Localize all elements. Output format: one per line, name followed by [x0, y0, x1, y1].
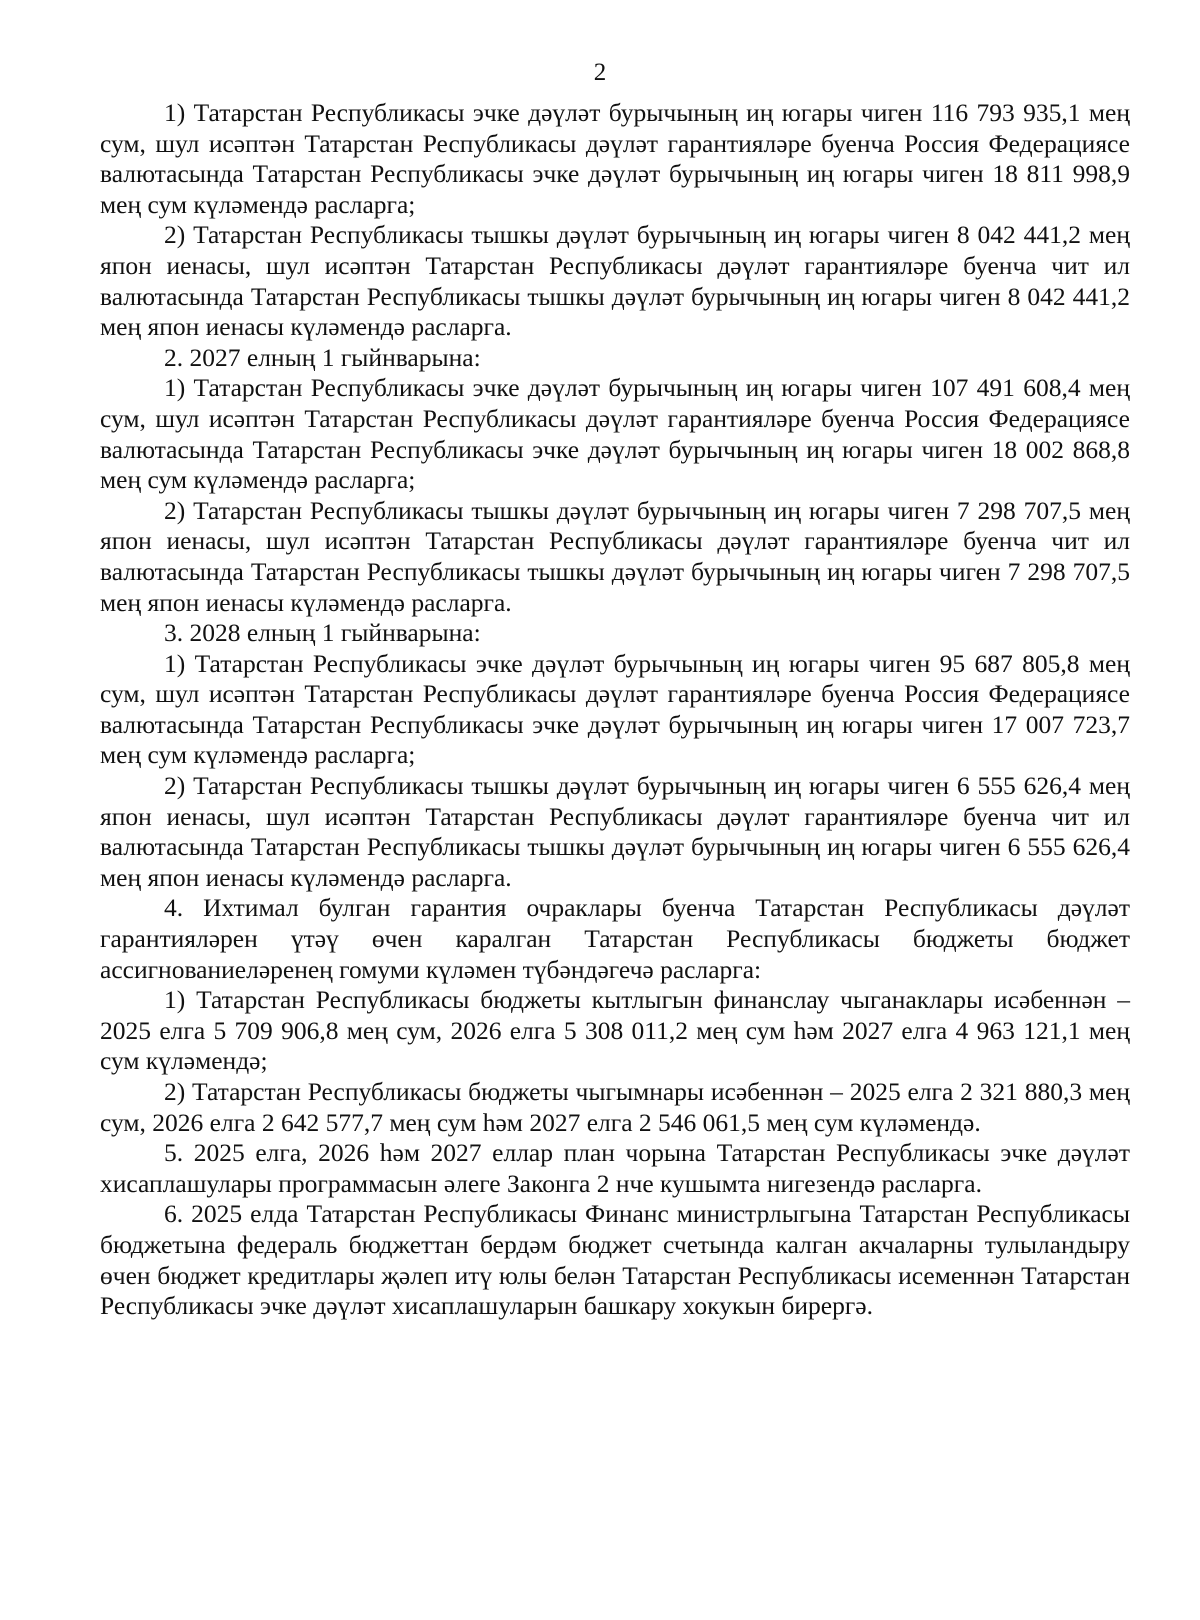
page-number: 2 — [593, 59, 607, 86]
paragraph-heading-2028: 3. 2028 елның 1 гыйнварына: — [164, 618, 481, 648]
paragraph-heading-2027: 2. 2027 елның 1 гыйнварына: — [164, 342, 481, 372]
paragraph-guarantee-deficit-financing: 1) Татарстан Республикасы бюджеты кытлыгын финанслау чыганаклары исәбеннән – 2025 елга 5 709 906,8 мең сум, 2026 елга 5 308 011,2 мең сум һәм 2027 елга 4 963 121,1 мең сум күләмендә; — [100, 985, 1130, 1076]
paragraph-finance-ministry-right: 6. 2025 елда Татарстан Республикасы Финанс министрлыгына Татарстан Республикасы бюджетына федераль бюджеттан бердәм бюджет счетында калган акчаларны тулыландыру өчен бюджет кредитлары җәлеп итү юлы белән Татарстан Республикасы исеменнән Татарстан Республикасы эчке дәүләт хисаплашуларын башкару хокукын бирергә. — [100, 1199, 1130, 1321]
paragraph-debt-limit-2027-internal: 1) Татарстан Республикасы эчке дәүләт бурычының иң югары чиген 107 491 608,4 мең сум, шул исәптән Татарстан Республикасы дәүләт гарантияләре буенча Россия Федерациясе валютасында Татарстан Республикасы эчке дәүләт бурычының иң югары чиген 18 002 868,8 мең сум күләмендә расларга; — [100, 373, 1130, 495]
paragraph-settlements-program: 5. 2025 елга, 2026 һәм 2027 еллар план чорына Татарстан Республикасы эчке дәүләт хисаплашулары программасын әлеге Законга 2 нче кушымта нигезендә расларга. — [100, 1138, 1130, 1198]
paragraph-debt-limit-2026-internal: 1) Татарстан Республикасы эчке дәүләт бурычының иң югары чиген 116 793 935,1 мең сум, шул исәптән Татарстан Республикасы дәүләт гарантияләре буенча Россия Федерациясе валютасында Татарстан Республикасы эчке дәүләт бурычының иң югары чиген 18 811 998,9 мең сум күләмендә расларга; — [100, 98, 1130, 219]
paragraph-debt-limit-2028-internal: 1) Татарстан Республикасы эчке дәүләт бурычының иң югары чиген 95 687 805,8 мең сум, шул исәптән Татарстан Республикасы дәүләт гарантияләре буенча Россия Федерациясе валютасында Татарстан Республикасы эчке дәүләт бурычының иң югары чиген 17 007 723,7 мең сум күләмендә расларга; — [100, 648, 1130, 770]
paragraph-debt-limit-2028-external: 2) Татарстан Республикасы тышкы дәүләт бурычының иң югары чиген 6 555 626,4 мең япон иенасы, шул исәптән Татарстан Республикасы дәүләт гарантияләре буенча чит ил валютасында Татарстан Республикасы тышкы дәүләт бурычының иң югары чиген 6 555 626,4 мең япон иенасы күләмендә расларга. — [100, 771, 1130, 892]
paragraph-debt-limit-2027-external: 2) Татарстан Республикасы тышкы дәүләт бурычының иң югары чиген 7 298 707,5 мең япон иенасы, шул исәптән Татарстан Республикасы дәүләт гарантияләре буенча чит ил валютасында Татарстан Республикасы тышкы дәүләт бурычының иң югары чиген 7 298 707,5 мең япон иенасы күләмендә расларга. — [100, 495, 1130, 617]
paragraph-guarantee-appropriations: 4. Ихтимал булган гарантия очраклары буенча Татарстан Республикасы дәүләт гарантияләрен үтәү өчен каралган Татарстан Республикасы бюджеты бюджет ассигнованиеләренең гомуми күләмен түбәндәгечә расларга: — [100, 893, 1130, 984]
paragraph-guarantee-expenditures: 2) Татарстан Республикасы бюджеты чыгымнары исәбеннән – 2025 елга 2 321 880,3 мең сум, 2026 елга 2 642 577,7 мең сум һәм 2027 елга 2 546 061,5 мең сум күләмендә. — [100, 1077, 1130, 1137]
document-body — [100, 98, 1130, 1322]
paragraph-debt-limit-2026-external: 2) Татарстан Республикасы тышкы дәүләт бурычының иң югары чиген 8 042 441,2 мең япон иенасы, шул исәптән Татарстан Республикасы дәүләт гарантияләре буенча чит ил валютасында Татарстан Республикасы тышкы дәүләт бурычының иң югары чиген 8 042 441,2 мең япон иенасы күләмендә расларга. — [100, 220, 1130, 342]
